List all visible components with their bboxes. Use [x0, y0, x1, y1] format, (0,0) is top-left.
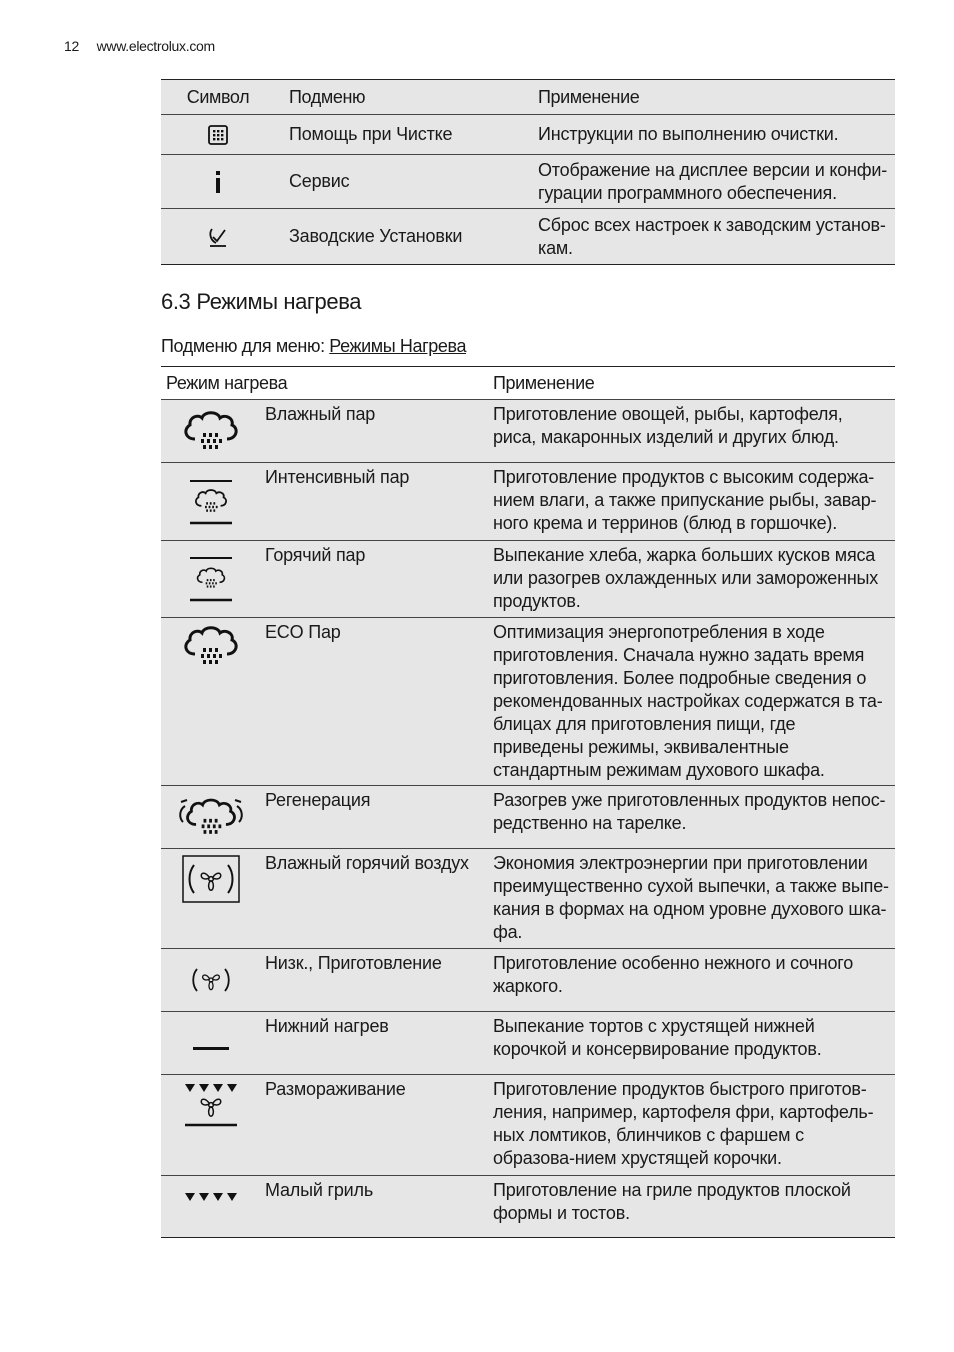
table-row: [161, 1176, 895, 1238]
moist-steam-icon: [161, 400, 261, 463]
usage-text: Инструкции по выполнению очистки.: [524, 115, 895, 155]
section-number: 6.3: [161, 289, 191, 314]
usage-text: Приготовление особенно нежного и сочного жаркого.: [479, 949, 895, 1012]
usage-text: Выпекание хлеба, жарка больших кусков мяса или разогрев охлажденных или замороженных продуктов.: [479, 541, 895, 618]
mode-name: Горячий пар: [261, 541, 479, 618]
table-row: [161, 1012, 895, 1075]
table-header-row: [161, 367, 895, 400]
submenu-name: Помощь при Чистке: [275, 115, 524, 155]
usage-text: Разогрев уже приготовленных продуктов непос-редственно на тарелке.: [479, 786, 895, 849]
usage-text: Выпекание тортов с хрустящей нижней корочкой и консервирование продуктов.: [479, 1012, 895, 1075]
submenu-caption: [161, 336, 466, 357]
table-row: [161, 115, 895, 155]
column-header: Применение: [524, 80, 895, 115]
mode-name: ECO Пар: [261, 618, 479, 786]
mode-name: Интенсивный пар: [261, 463, 479, 541]
submenu-caption-prefix: Подменю для меню:: [161, 336, 330, 356]
submenu-name: Сервис: [275, 155, 524, 209]
usage-text: Приготовление продуктов быстрого приготов-ления, например, картофеля фри, картофель-ных ломтиков, блинчиков с фаршем с образова-нием хрустящей корочки.: [479, 1075, 895, 1176]
usage-text: Отображение на дисплее версии и конфи-гурации программного обеспечения.: [524, 155, 895, 209]
table-row: [161, 400, 895, 463]
table-row: [161, 155, 895, 209]
slow-cook-icon: [161, 949, 261, 1012]
page-header: [64, 38, 215, 54]
usage-text: Оптимизация энергопотребления в ходе приготовления. Сначала нужно задать время приготовления. Более подробные сведения о рекомендованных настройках содержатся в та-блицах для приготовления пищи, где приведены режимы, эквивалентные стандартным режимам духового шкафа.: [479, 618, 895, 786]
mode-name: Влажный горячий воздух: [261, 849, 479, 949]
table-row: [161, 1075, 895, 1176]
column-header: Символ: [161, 80, 275, 115]
cleaning-help-icon: [161, 115, 275, 155]
small-grill-icon: [161, 1176, 261, 1238]
table-row: [161, 949, 895, 1012]
regeneration-icon: [161, 786, 261, 849]
usage-text: Приготовление на гриле продуктов плоской формы и тостов.: [479, 1176, 895, 1238]
factory-reset-icon: [161, 209, 275, 265]
column-header: Режим нагрева: [161, 367, 479, 400]
mode-name: Влажный пар: [261, 400, 479, 463]
column-header: Подменю: [275, 80, 524, 115]
mode-name: Малый гриль: [261, 1176, 479, 1238]
settings-submenu-table: [161, 79, 895, 265]
column-header: Применение: [479, 367, 895, 400]
usage-text: Сброс всех настроек к заводским установ-кам.: [524, 209, 895, 265]
mode-name: Низк., Приготовление: [261, 949, 479, 1012]
table-row: [161, 786, 895, 849]
table-row: [161, 849, 895, 949]
section-title: [161, 289, 361, 315]
eco-steam-icon: [161, 618, 261, 786]
info-icon: [161, 155, 275, 209]
table-row: [161, 463, 895, 541]
mode-name: Нижний нагрев: [261, 1012, 479, 1075]
table-row: [161, 541, 895, 618]
defrost-icon: [161, 1075, 261, 1176]
heating-modes-link[interactable]: Режимы Нагрева: [329, 336, 467, 356]
usage-text: Приготовление продуктов с высоким содержа-нием влаги, а также припускание рыбы, завар-ного крема и терринов (блюд в горшочке).: [479, 463, 895, 541]
usage-text: Экономия электроэнергии при приготовлении преимущественно сухой выпечки, а также выпе-кания в формах на одном уровне духового шка-фа.: [479, 849, 895, 949]
section-title-text: Режимы нагрева: [196, 289, 362, 314]
table-row: [161, 618, 895, 786]
page-number: 12: [64, 38, 79, 54]
table-header-row: [161, 80, 895, 115]
intensive-steam-icon: [161, 463, 261, 541]
moist-fan-baking-icon: [161, 849, 261, 949]
mode-name: Размораживание: [261, 1075, 479, 1176]
site-url[interactable]: www.electrolux.com: [96, 38, 215, 54]
heating-modes-table: [161, 366, 895, 1238]
usage-text: Приготовление овощей, рыбы, картофеля, риса, макаронных изделий и других блюд.: [479, 400, 895, 463]
bottom-heat-icon: [161, 1012, 261, 1075]
table-row: [161, 209, 895, 265]
submenu-name: Заводские Установки: [275, 209, 524, 265]
mode-name: Регенерация: [261, 786, 479, 849]
hot-steam-icon: [161, 541, 261, 618]
